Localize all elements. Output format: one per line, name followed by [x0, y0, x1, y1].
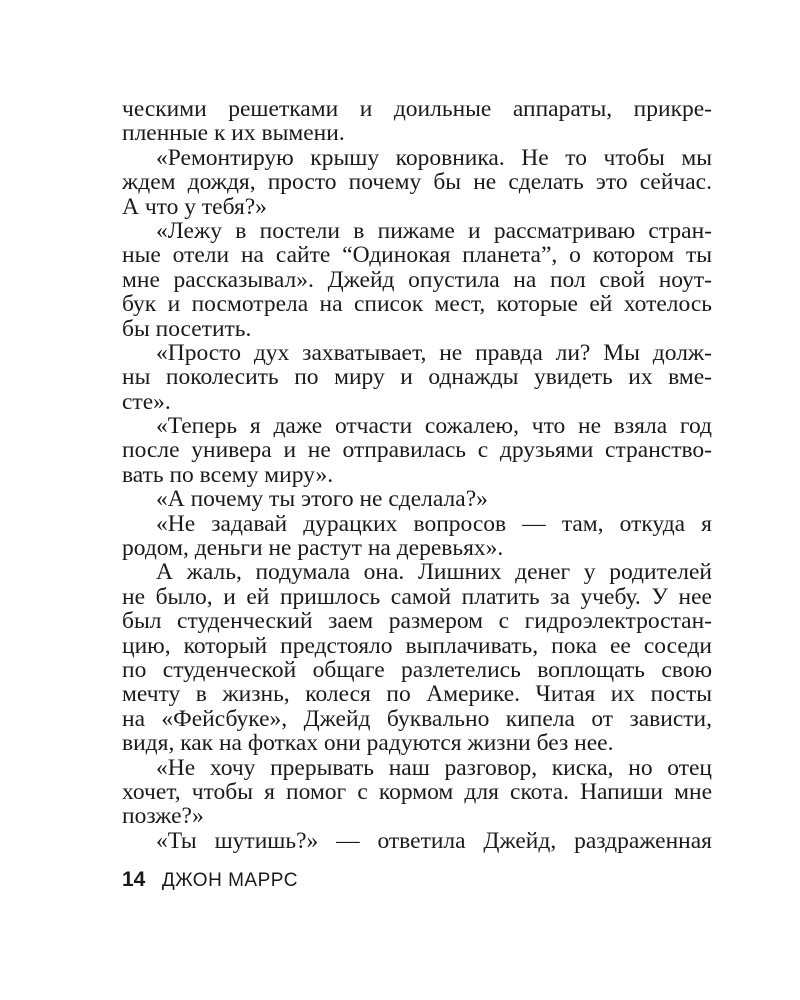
text-line: после универа и не отправилась с друзьями странство-	[122, 437, 712, 464]
text-line: видя, как на фотках они радуются жизни без нее.	[122, 730, 614, 757]
text-line: был студенческий заем размером с гидроэлектростан-	[122, 608, 712, 635]
text-line: «Не хочу прерывать наш разговор, киска, но отец	[156, 754, 712, 781]
text-line: «Не задавай дурацких вопросов — там, откуда я	[156, 510, 712, 537]
page-number: 14	[122, 868, 146, 891]
text-line: «Ты шутишь?» — ответила Джейд, раздраженная	[156, 827, 712, 854]
text-line: «Лежу в постели в пижаме и рассматриваю стран-	[156, 217, 712, 244]
text-line: ческими решетками и доильные аппараты, прикре-	[122, 96, 712, 122]
text-line: хочет, чтобы я помог с кормом для скота. Напиши мне	[122, 778, 712, 805]
text-line: «Теперь я даже отчасти сожалею, что не взяла год	[156, 413, 712, 440]
text-line: бы посетить.	[122, 315, 252, 342]
text-line: ные отели на сайте “Одинокая планета”, о котором ты	[122, 242, 712, 269]
text-line: ны поколесить по миру и однажды увидеть их вме-	[122, 364, 712, 391]
text-line: позже?»	[122, 803, 204, 830]
text-line: мне рассказывал». Джейд опустила на пол свой ноут-	[122, 266, 712, 293]
text-line: цию, который предстояло выплачивать, пока ее соседи	[122, 632, 712, 659]
text-line: родом, деньги не растут на деревьях».	[122, 535, 504, 562]
text-line: сте».	[122, 388, 171, 415]
text-line: «Ремонтирую крышу коровника. Не то чтобы мы	[156, 144, 712, 171]
page-body-text	[122, 97, 712, 853]
text-line: «Просто дух захватывает, не правда ли? Мы долж-	[156, 339, 712, 366]
text-line: пленные к их вымени.	[122, 120, 345, 147]
text-line: ждем дождя, просто почему бы не сделать это сейчас.	[122, 169, 712, 196]
text-line: бук и посмотрела на список мест, которые ей хотелось	[122, 291, 712, 318]
page-footer	[122, 868, 298, 892]
text-line: А что у тебя?»	[122, 193, 267, 220]
text-line: «А почему ты этого не сделала?»	[156, 486, 488, 513]
running-footer-author: ДЖОН МАРРС	[161, 870, 298, 891]
text-line: не было, и ей пришлось самой платить за учебу. У нее	[122, 583, 712, 610]
text-line: по студенческой общаге разлетелись воплощать свою	[122, 656, 712, 683]
text-line: мечту в жизнь, колеся по Америке. Читая их посты	[122, 681, 712, 708]
text-line: вать по всему миру».	[122, 461, 334, 488]
text-line: на «Фейсбуке», Джейд буквально кипела от зависти,	[122, 705, 712, 732]
text-line: А жаль, подумала она. Лишних денег у родителей	[156, 559, 712, 586]
